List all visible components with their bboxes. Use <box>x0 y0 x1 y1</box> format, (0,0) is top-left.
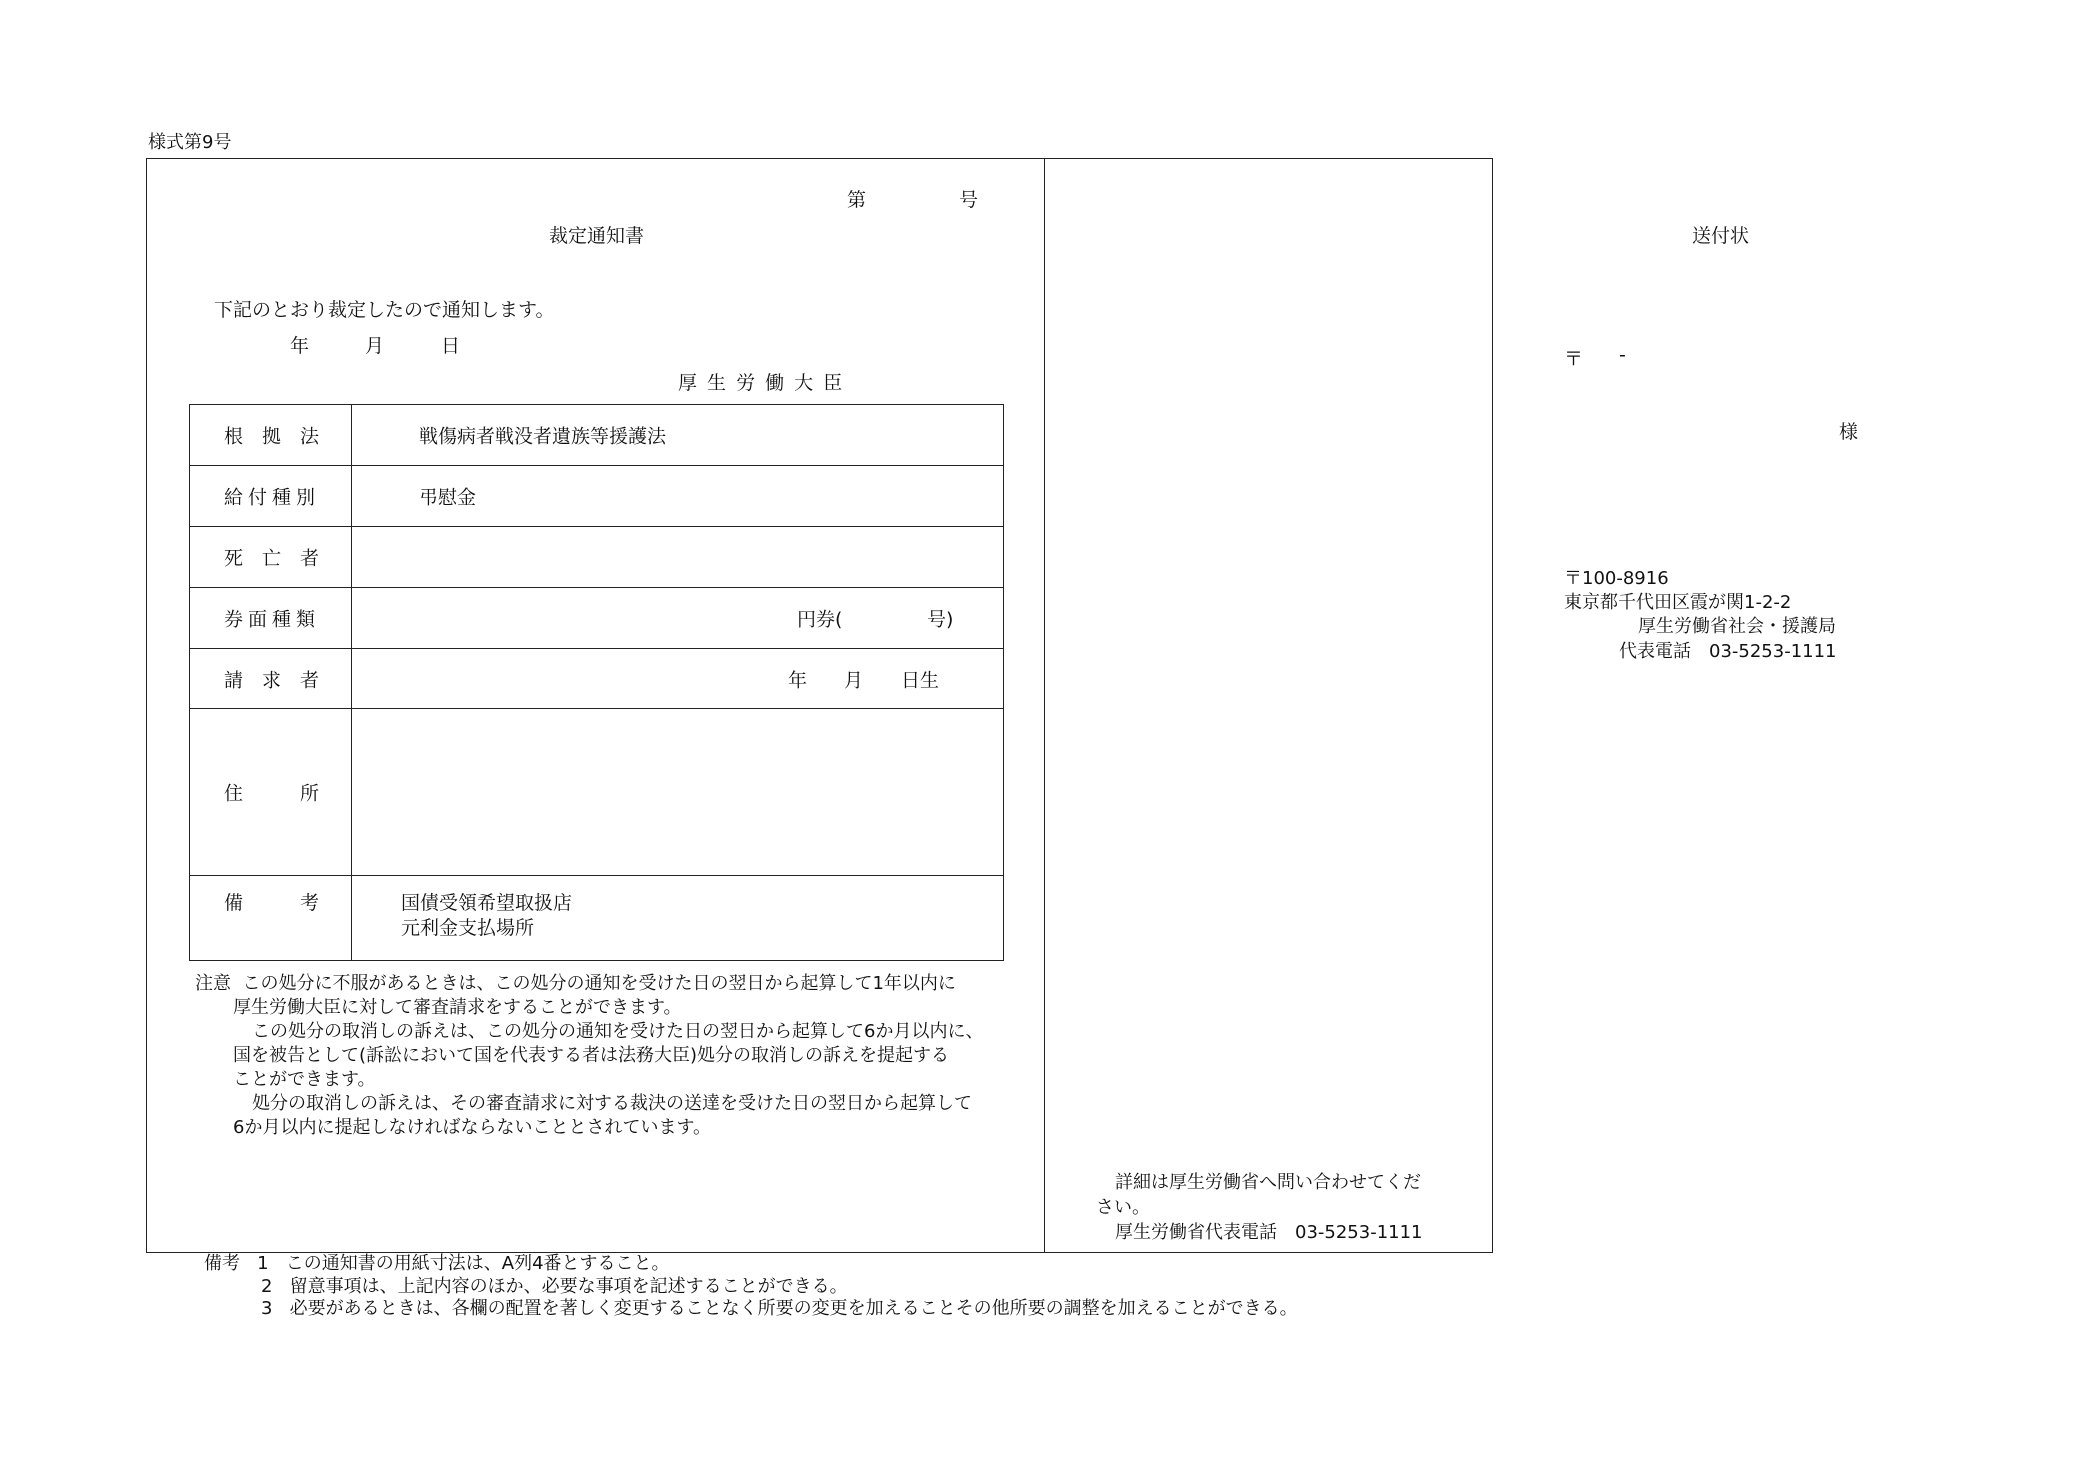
benefit-type-value: 弔慰金 <box>419 486 477 509</box>
notes-line-7: 6か月以内に提起しなければならないこととされています。 <box>233 1117 712 1138</box>
remarks-label-cell <box>190 876 352 961</box>
notes-block <box>195 972 983 1140</box>
remarks-value-cell <box>352 876 1004 961</box>
basis-law-value: 戦傷病者戦没者遺族等援護法 <box>419 425 667 448</box>
denomination-label: 券面種類 <box>224 608 321 631</box>
benefit-type-label-cell <box>190 466 352 527</box>
deceased-label: 死 亡 者 <box>224 547 320 570</box>
sender-bureau: 厚生労働省社会・援護局 <box>1638 616 1836 637</box>
inquiry-line-1: 詳細は厚生労働省へ問い合わせてくだ <box>1115 1172 1421 1193</box>
claimant-label-cell <box>190 649 352 709</box>
footer-item2: 留意事項は、上記内容のほか、必要な事項を記述することができる。 <box>289 1275 848 1297</box>
row-address <box>190 709 1004 876</box>
recipient-postal-mark: 〒 <box>1564 348 1584 370</box>
denomination-value-cell <box>352 588 1004 649</box>
claimant-value-cell <box>352 649 1004 709</box>
recipient-honorific: 様 <box>1839 421 1859 443</box>
date-day-label: 日 <box>441 335 461 357</box>
notes-line-6: 処分の取消しの訴えは、その審査請求に対する裁決の送達を受けた日の翌日から起算して <box>252 1093 972 1114</box>
notes-line-3: この処分の取消しの訴えは、この処分の通知を受けた日の翌日から起算して6か月以内に、 <box>252 1021 984 1042</box>
benefit-type-value-cell <box>352 466 1004 527</box>
recipient-postal-dash: - <box>1619 344 1626 366</box>
date-year-label: 年 <box>290 335 310 357</box>
sender-address: 東京都千代田区霞が関1-2-2 <box>1564 592 1792 613</box>
denomination-yen: 円券( <box>797 608 843 631</box>
sender-postal: 〒100-8916 <box>1564 568 1669 589</box>
footer-item1: この通知書の用紙寸法は、A列4番とすること。 <box>285 1253 670 1274</box>
date-month-label: 月 <box>365 335 385 357</box>
inquiry-phone: 厚生労働省代表電話 03-5253-1111 <box>1115 1222 1423 1243</box>
deceased-value-cell <box>352 527 1004 588</box>
cover-letter-title: 送付状 <box>1692 225 1750 247</box>
form-number: 様式第9号 <box>148 132 232 153</box>
notes-line-2: 厚生労働大臣に対して審査請求をすることができます。 <box>233 997 682 1018</box>
sender-phone: 代表電話 03-5253-1111 <box>1619 641 1837 662</box>
row-basis-law <box>190 405 1004 466</box>
row-remarks <box>190 876 1004 961</box>
footer-item3-num: 3 <box>261 1298 273 1319</box>
decision-table <box>189 404 1004 961</box>
claimant-year-label: 年 <box>788 669 808 691</box>
footer-line-1 <box>204 1253 1298 1276</box>
notes-line-1 <box>195 972 983 996</box>
row-deceased <box>190 527 1004 588</box>
denomination-go: 号) <box>927 608 954 631</box>
issuer-name: 厚 生 労 働 大 臣 <box>678 372 843 394</box>
claimant-born-label: 日生 <box>901 669 940 691</box>
address-label: 住 所 <box>224 782 320 805</box>
footer-heading: 備考 <box>204 1253 240 1274</box>
claimant-month-label: 月 <box>844 669 864 691</box>
basis-law-value-cell <box>352 405 1004 466</box>
remarks-label: 備 考 <box>224 892 320 914</box>
notes-heading: 注意 <box>195 973 231 994</box>
basis-law-label-cell <box>190 405 352 466</box>
footer-item3: 必要があるときは、各欄の配置を著しく変更することなく所要の変更を加えることその他所要の調整を加えることができる。 <box>289 1298 1298 1319</box>
address-value-cell <box>352 709 1004 876</box>
footer-remarks <box>204 1253 1298 1321</box>
footer-line-3 <box>204 1298 1298 1321</box>
basis-law-label: 根 拠 法 <box>224 425 320 448</box>
row-benefit-type <box>190 466 1004 527</box>
intro-text: 下記のとおり裁定したので通知します。 <box>214 299 555 321</box>
deceased-label-cell <box>190 527 352 588</box>
notes-text-1: この処分に不服があるときは、この処分の通知を受けた日の翌日から起算して1年以内に <box>242 973 956 994</box>
notes-line-4: 国を被告として(訴訟において国を代表する者は法務大臣)処分の取消しの訴えを提起する <box>233 1045 950 1066</box>
notes-line-5: ことができます。 <box>233 1069 376 1090</box>
benefit-type-label: 給付種別 <box>224 486 321 509</box>
denomination-label-cell <box>190 588 352 649</box>
remarks-line2: 元利金支払場所 <box>401 917 535 939</box>
row-denomination <box>190 588 1004 649</box>
claimant-label: 請 求 者 <box>224 669 320 691</box>
remarks-line1: 国債受領希望取扱店 <box>401 892 573 914</box>
footer-item2-num: 2 <box>261 1275 273 1297</box>
inquiry-line-2: さい。 <box>1096 1197 1150 1218</box>
address-label-cell <box>190 709 352 876</box>
panel-divider <box>1044 158 1045 1253</box>
footer-line-2 <box>204 1276 1298 1299</box>
number-label-dai: 第 <box>847 189 867 211</box>
number-label-go: 号 <box>959 189 979 211</box>
document-title: 裁定通知書 <box>549 225 645 247</box>
row-claimant <box>190 649 1004 709</box>
footer-item1-num: 1 <box>257 1253 269 1274</box>
